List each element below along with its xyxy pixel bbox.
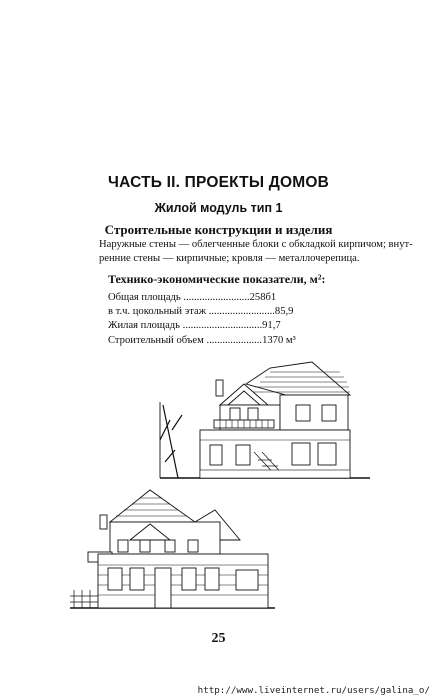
indicator-value: 85,9 bbox=[274, 306, 294, 318]
constructions-line-2: ренние стены — кирпичные; кровля — металлочерепица. bbox=[99, 253, 360, 264]
indicator-label: Жилая площадь bbox=[108, 320, 181, 332]
indicator-row: Общая площадь .........................258б1 bbox=[108, 292, 277, 303]
indicator-row: Строительный объем .....................1370 м³ bbox=[108, 334, 296, 346]
indicator-label: Общая площадь bbox=[108, 292, 181, 303]
indicator-value: 91,7 bbox=[262, 320, 281, 332]
page-number: 25 bbox=[211, 631, 226, 646]
indicator-label: Строительный объем bbox=[108, 334, 204, 346]
indicator-row: в т.ч. цокольный этаж .........................85,9 bbox=[108, 306, 294, 318]
indicator-value: 1370 м³ bbox=[262, 334, 296, 346]
indicator-label: в т.ч. цокольный этаж bbox=[108, 306, 207, 318]
indicator-value: 258б1 bbox=[249, 292, 277, 303]
watermark-url: http://www.liveinternet.ru/users/galina_o/ bbox=[197, 685, 430, 696]
tech-indicators-heading: Технико-экономические показатели, м²: bbox=[108, 272, 326, 286]
module-title: Жилой модуль тип 1 bbox=[154, 201, 283, 215]
constructions-heading: Строительные конструкции и изделия bbox=[104, 222, 333, 237]
indicator-row: Жилая площадь ..............................91,7 bbox=[108, 320, 281, 332]
constructions-line-1: Наружные стены — облегченные блоки с обкладкой кирпичом; внут- bbox=[99, 239, 413, 250]
part-title: ЧАСТЬ II. ПРОЕКТЫ ДОМОВ bbox=[108, 174, 329, 191]
